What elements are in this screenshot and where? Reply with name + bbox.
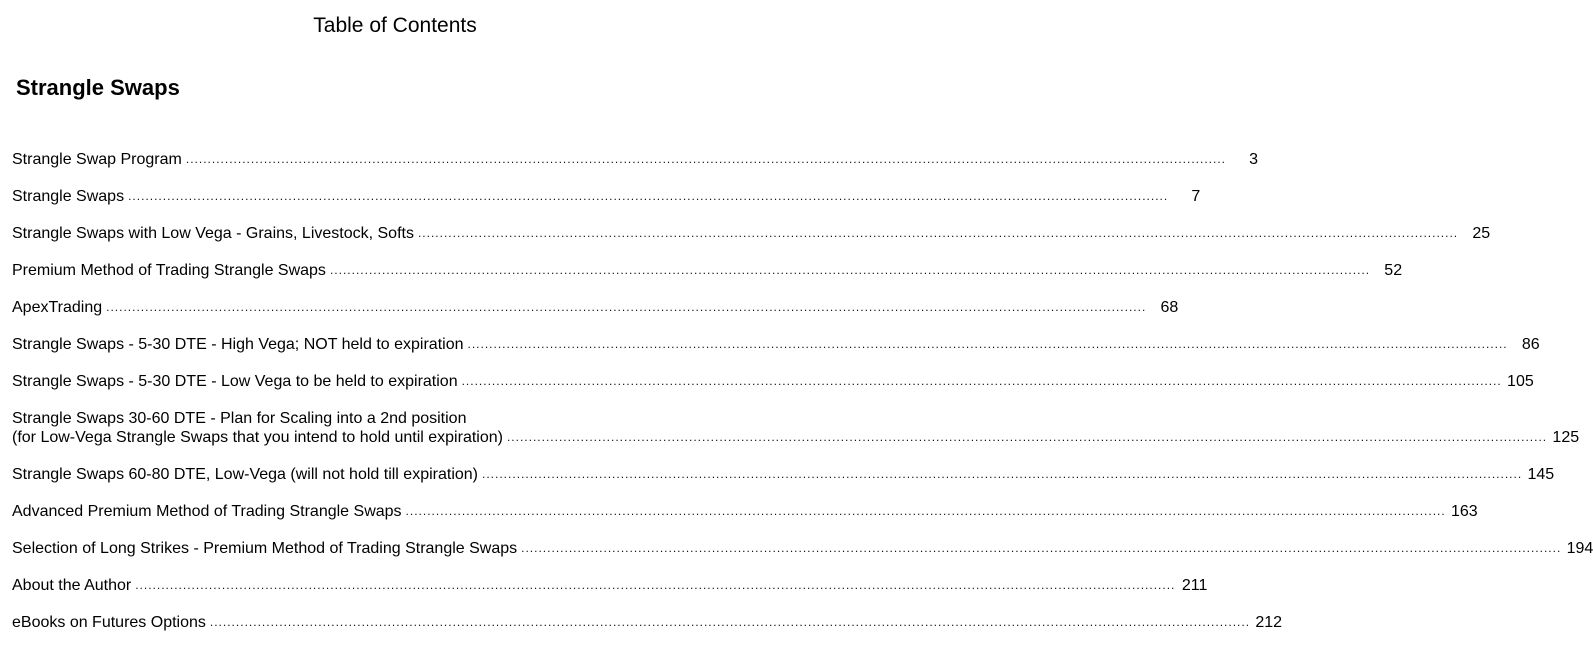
toc-page-number: 3 (1249, 151, 1259, 168)
leader-dots: ................................................................................................................................................................................................................................................ (128, 189, 1169, 203)
toc-entry[interactable] (12, 372, 1534, 391)
toc-entry-title: eBooks on Futures Options (12, 614, 206, 631)
toc-entry-title: Advanced Premium Method of Trading Strangle Swaps (12, 503, 402, 520)
toc-entry[interactable] (12, 150, 1259, 169)
toc-page-number: 125 (1552, 429, 1580, 446)
toc-page-number: 86 (1521, 336, 1540, 353)
toc-page-number: 68 (1160, 299, 1179, 316)
toc-entry-title: Strangle Swaps - 5-30 DTE - High Vega; NOT held to expiration (12, 336, 464, 353)
leader-dots: ................................................................................................................................................................................................................................................ (405, 504, 1446, 518)
leader-dots: ................................................................................................................................................................................................................................................ (106, 300, 1147, 314)
toc-entry-title-line1: Strangle Swaps 30-60 DTE - Plan for Scaling into a 2nd position (12, 410, 467, 427)
toc-entry[interactable] (12, 576, 1208, 595)
leader-dots: ................................................................................................................................................................................................................................................ (467, 337, 1508, 351)
section-heading: Strangle Swaps (16, 75, 180, 100)
toc-entry[interactable] (12, 187, 1201, 206)
toc-entry[interactable] (12, 409, 1580, 447)
toc-entry-title: Premium Method of Trading Strangle Swaps (12, 262, 326, 279)
toc-entry-title: Strangle Swap Program (12, 151, 182, 168)
leader-dots: ................................................................................................................................................................................................................................................ (209, 615, 1251, 629)
toc-entry-title: Strangle Swaps - 5-30 DTE - Low Vega to be held to expiration (12, 373, 458, 390)
toc-entry-title: Selection of Long Strikes - Premium Method of Trading Strangle Swaps (12, 540, 518, 557)
toc-entry-title: Strangle Swaps (12, 188, 125, 205)
toc-entry[interactable] (12, 335, 1540, 354)
toc-entry[interactable] (12, 261, 1403, 280)
leader-dots: ................................................................................................................................................................................................................................................ (135, 578, 1176, 592)
toc-page-number: 212 (1255, 614, 1283, 631)
leader-dots: ................................................................................................................................................................................................................................................ (482, 467, 1523, 481)
leader-dots: ................................................................................................................................................................................................................................................ (417, 226, 1459, 240)
leader-dots: ................................................................................................................................................................................................................................................ (329, 263, 1371, 277)
toc-entry-title: About the Author (12, 577, 132, 594)
leader-dots: ................................................................................................................................................................................................................................................ (506, 430, 1548, 444)
leader-dots: ................................................................................................................................................................................................................................................ (521, 541, 1562, 555)
table-of-contents (12, 150, 1593, 650)
toc-entry[interactable] (12, 465, 1555, 484)
toc-page-number: 211 (1181, 577, 1208, 594)
toc-entry[interactable] (12, 224, 1491, 243)
leader-dots: ................................................................................................................................................................................................................................................ (461, 374, 1502, 388)
toc-page-number: 7 (1191, 188, 1201, 205)
leader-dots: ................................................................................................................................................................................................................................................ (185, 152, 1227, 166)
toc-page-number: 52 (1384, 262, 1403, 279)
toc-entry-title: Strangle Swaps 60-80 DTE, Low-Vega (will not hold till expiration) (12, 466, 479, 483)
toc-entry[interactable] (12, 298, 1179, 317)
toc-entry-title: ApexTrading (12, 299, 103, 316)
toc-page-number: 25 (1472, 225, 1491, 242)
toc-entry-title-line2: (for Low-Vega Strangle Swaps that you intend to hold until expiration) (12, 429, 503, 446)
toc-entry[interactable] (12, 502, 1478, 521)
toc-entry-title (12, 409, 503, 447)
toc-page-number: 163 (1451, 503, 1478, 520)
toc-page-number: 145 (1527, 466, 1555, 483)
toc-entry[interactable] (12, 539, 1593, 558)
toc-entry[interactable] (12, 613, 1283, 632)
toc-page-number: 194 (1566, 540, 1593, 557)
toc-page-number: 105 (1507, 373, 1534, 390)
document-title: Table of Contents (313, 14, 477, 37)
toc-entry-title: Strangle Swaps with Low Vega - Grains, Livestock, Softs (12, 225, 414, 242)
